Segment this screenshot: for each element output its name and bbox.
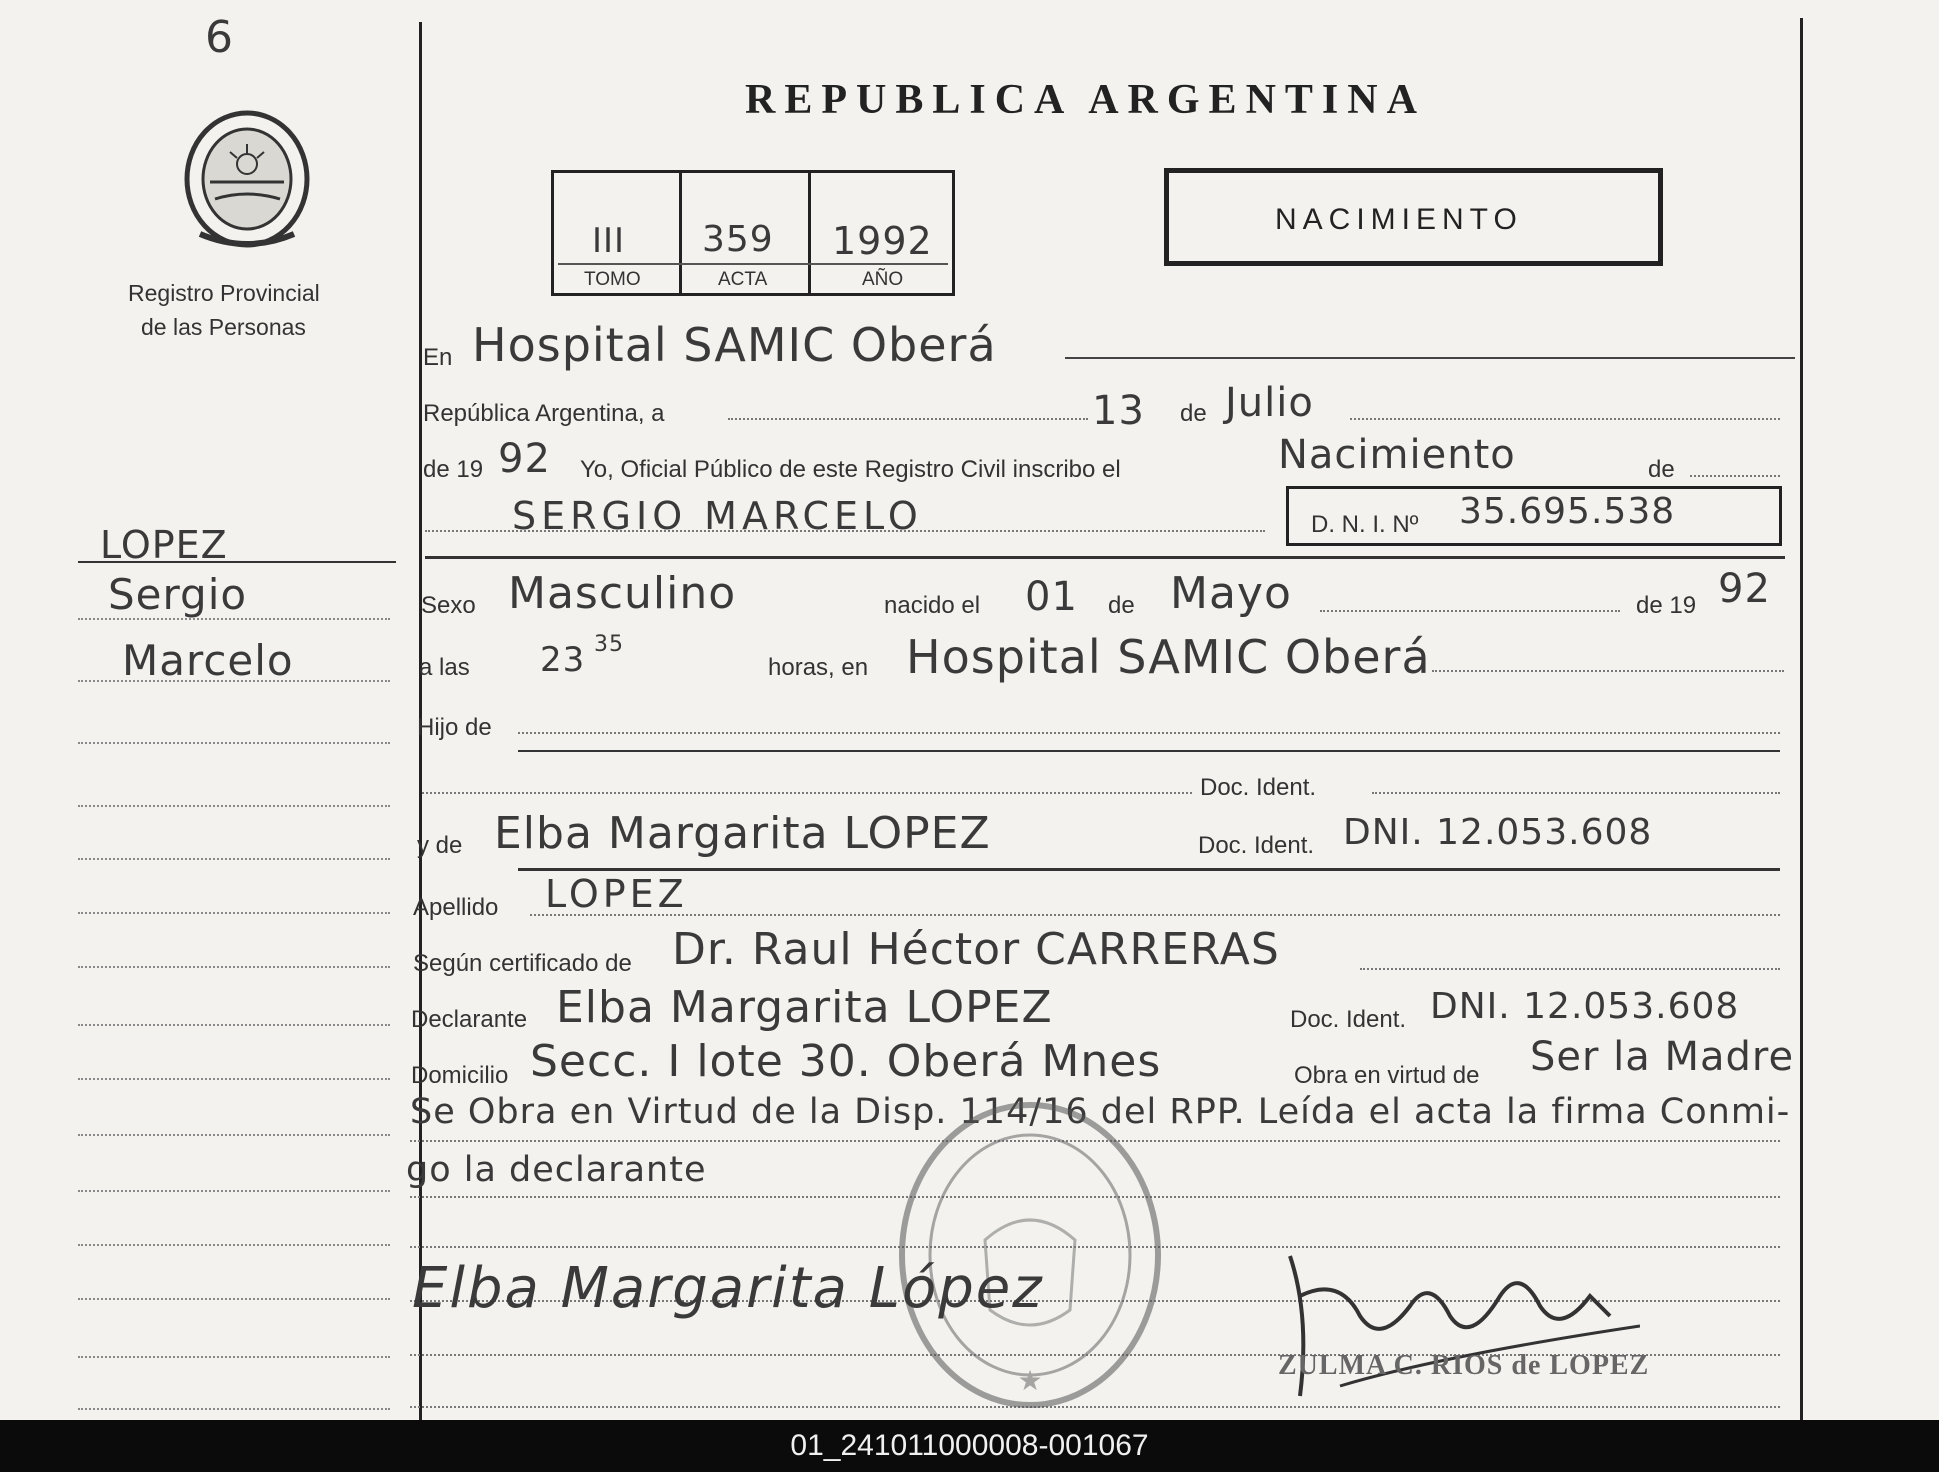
father-doc-line bbox=[422, 792, 1192, 794]
acta-label: ACTA bbox=[718, 269, 768, 290]
side-dotted-line bbox=[78, 1190, 390, 1192]
birth-year-suffix: 92 bbox=[1718, 566, 1771, 612]
note-line-1: Se Obra en Virtud de la Disp. 114/16 del RPP. Leída el acta la firma Conmi- bbox=[410, 1092, 1791, 1132]
inscribo-value: Nacimiento bbox=[1278, 432, 1516, 478]
ano-label: AÑO bbox=[862, 269, 904, 290]
birth-month: Mayo bbox=[1170, 568, 1292, 619]
coat-of-arms-seal-icon bbox=[180, 104, 315, 254]
month-line bbox=[1350, 418, 1780, 420]
ano-value: 1992 bbox=[832, 219, 933, 263]
domicilio-value: Secc. I lote 30. Oberá Mnes bbox=[530, 1036, 1162, 1087]
segun-value: Dr. Raul Héctor CARRERAS bbox=[672, 924, 1280, 975]
child-name: SERGIO MARCELO bbox=[512, 494, 923, 538]
declarante-doc-value: DNI. 12.053.608 bbox=[1430, 986, 1740, 1027]
side-dotted-line bbox=[78, 1408, 390, 1410]
side-dotted-line bbox=[78, 618, 390, 620]
side-dotted-line bbox=[78, 966, 390, 968]
footer-document-id: 01_241011000008-001067 bbox=[0, 1420, 1939, 1472]
side-dotted-line bbox=[78, 912, 390, 914]
side-surname-rule bbox=[78, 561, 396, 563]
svg-text:★: ★ bbox=[1017, 1364, 1043, 1397]
segun-line bbox=[1360, 968, 1780, 970]
registry-name-line1: Registro Provincial bbox=[128, 280, 320, 306]
side-dotted-line bbox=[78, 1024, 390, 1026]
madre-rule bbox=[518, 868, 1780, 871]
dni-value: 35.695.538 bbox=[1459, 491, 1676, 532]
lugar-line bbox=[1432, 670, 1784, 672]
side-dotted-line bbox=[78, 742, 390, 744]
side-dotted-line bbox=[78, 1078, 390, 1080]
month-value: Julio bbox=[1225, 380, 1314, 426]
obra-value: Ser la Madre bbox=[1530, 1034, 1795, 1080]
side-dotted-line bbox=[78, 1134, 390, 1136]
dni-box bbox=[1286, 486, 1782, 546]
father-doc-label: Doc. Ident. bbox=[1200, 774, 1317, 801]
year-suffix: 92 bbox=[498, 436, 551, 482]
father-doc-value-line bbox=[1372, 792, 1780, 794]
oficial-text: Yo, Oficial Público de este Registro Civil inscribo el bbox=[580, 456, 1121, 483]
child-name-line bbox=[425, 530, 1265, 532]
officer-name-stamp: ZULMA C. RIOS de LOPEZ bbox=[1278, 1350, 1650, 1381]
hijo-rule bbox=[518, 750, 1780, 752]
sexo-label: Sexo bbox=[421, 592, 476, 619]
birth-de-label: de bbox=[1108, 592, 1135, 619]
republica-label: República Argentina, a bbox=[423, 400, 665, 427]
domicilio-label: Domicilio bbox=[411, 1062, 509, 1089]
year-prefix: de 19 bbox=[423, 456, 484, 483]
en-label: En bbox=[423, 344, 453, 371]
note-line-2: go la declarante bbox=[406, 1150, 707, 1190]
apellido-value: LOPEZ bbox=[545, 872, 688, 916]
birth-year-prefix: de 19 bbox=[1636, 592, 1697, 619]
hora-min: 35 bbox=[594, 632, 624, 657]
tomo-label: TOMO bbox=[584, 269, 641, 290]
side-dotted-line bbox=[78, 858, 390, 860]
alas-label: a las bbox=[419, 654, 470, 681]
nacido-label: nacido el bbox=[884, 592, 981, 619]
side-dotted-line bbox=[78, 1356, 390, 1358]
hora-value: 23 bbox=[540, 640, 586, 680]
en-line bbox=[1065, 357, 1795, 359]
madre-doc-value: DNI. 12.053.608 bbox=[1343, 812, 1653, 853]
de-label: de bbox=[1180, 400, 1207, 427]
declarante-value: Elba Margarita LOPEZ bbox=[556, 982, 1053, 1033]
right-border bbox=[1800, 18, 1803, 1420]
record-type-label: NACIMIENTO bbox=[1275, 203, 1523, 236]
page-number: 6 bbox=[205, 12, 234, 63]
section-rule bbox=[425, 556, 1785, 559]
registry-name-line2: de las Personas bbox=[141, 314, 306, 340]
birth-day: 01 bbox=[1025, 574, 1078, 620]
record-box bbox=[551, 170, 955, 296]
side-first-name: Sergio bbox=[108, 570, 248, 619]
side-dotted-line bbox=[78, 1298, 390, 1300]
de-end-label: de bbox=[1648, 456, 1675, 483]
yde-label: y de bbox=[417, 832, 463, 859]
record-type-box bbox=[1164, 168, 1663, 266]
side-dotted-line bbox=[78, 1244, 390, 1246]
de-end-line bbox=[1690, 475, 1780, 477]
official-round-stamp-icon bbox=[890, 1090, 1170, 1420]
segun-label: Según certificado de bbox=[413, 950, 632, 977]
apellido-label: Apellido bbox=[413, 894, 499, 921]
madre-value: Elba Margarita LOPEZ bbox=[494, 808, 991, 859]
side-dotted-line bbox=[78, 680, 390, 682]
document-title: REPUBLICA ARGENTINA bbox=[745, 77, 1426, 123]
dni-label: D. N. I. Nº bbox=[1311, 511, 1419, 538]
date-line bbox=[728, 418, 1088, 420]
hijo-label: Hijo de bbox=[417, 714, 492, 741]
horas-label: horas, en bbox=[768, 654, 869, 681]
declarante-signature: Elba Margarita López bbox=[412, 1256, 1044, 1321]
day-value: 13 bbox=[1092, 388, 1145, 434]
declarante-doc-label: Doc. Ident. bbox=[1290, 1006, 1407, 1033]
sexo-value: Masculino bbox=[508, 568, 737, 619]
hijo-line bbox=[518, 732, 1780, 734]
obra-label: Obra en virtud de bbox=[1294, 1062, 1480, 1089]
lugar-value: Hospital SAMIC Oberá bbox=[906, 630, 1431, 684]
madre-doc-label: Doc. Ident. bbox=[1198, 832, 1315, 859]
apellido-line bbox=[530, 914, 1780, 916]
side-surname: LOPEZ bbox=[100, 523, 228, 567]
side-dotted-line bbox=[78, 805, 390, 807]
declarante-label: Declarante bbox=[411, 1006, 528, 1033]
en-value: Hospital SAMIC Oberá bbox=[472, 318, 997, 372]
tomo-value: III bbox=[592, 221, 626, 261]
acta-value: 359 bbox=[702, 219, 774, 260]
side-second-name: Marcelo bbox=[122, 636, 294, 685]
birth-line bbox=[1320, 610, 1620, 612]
